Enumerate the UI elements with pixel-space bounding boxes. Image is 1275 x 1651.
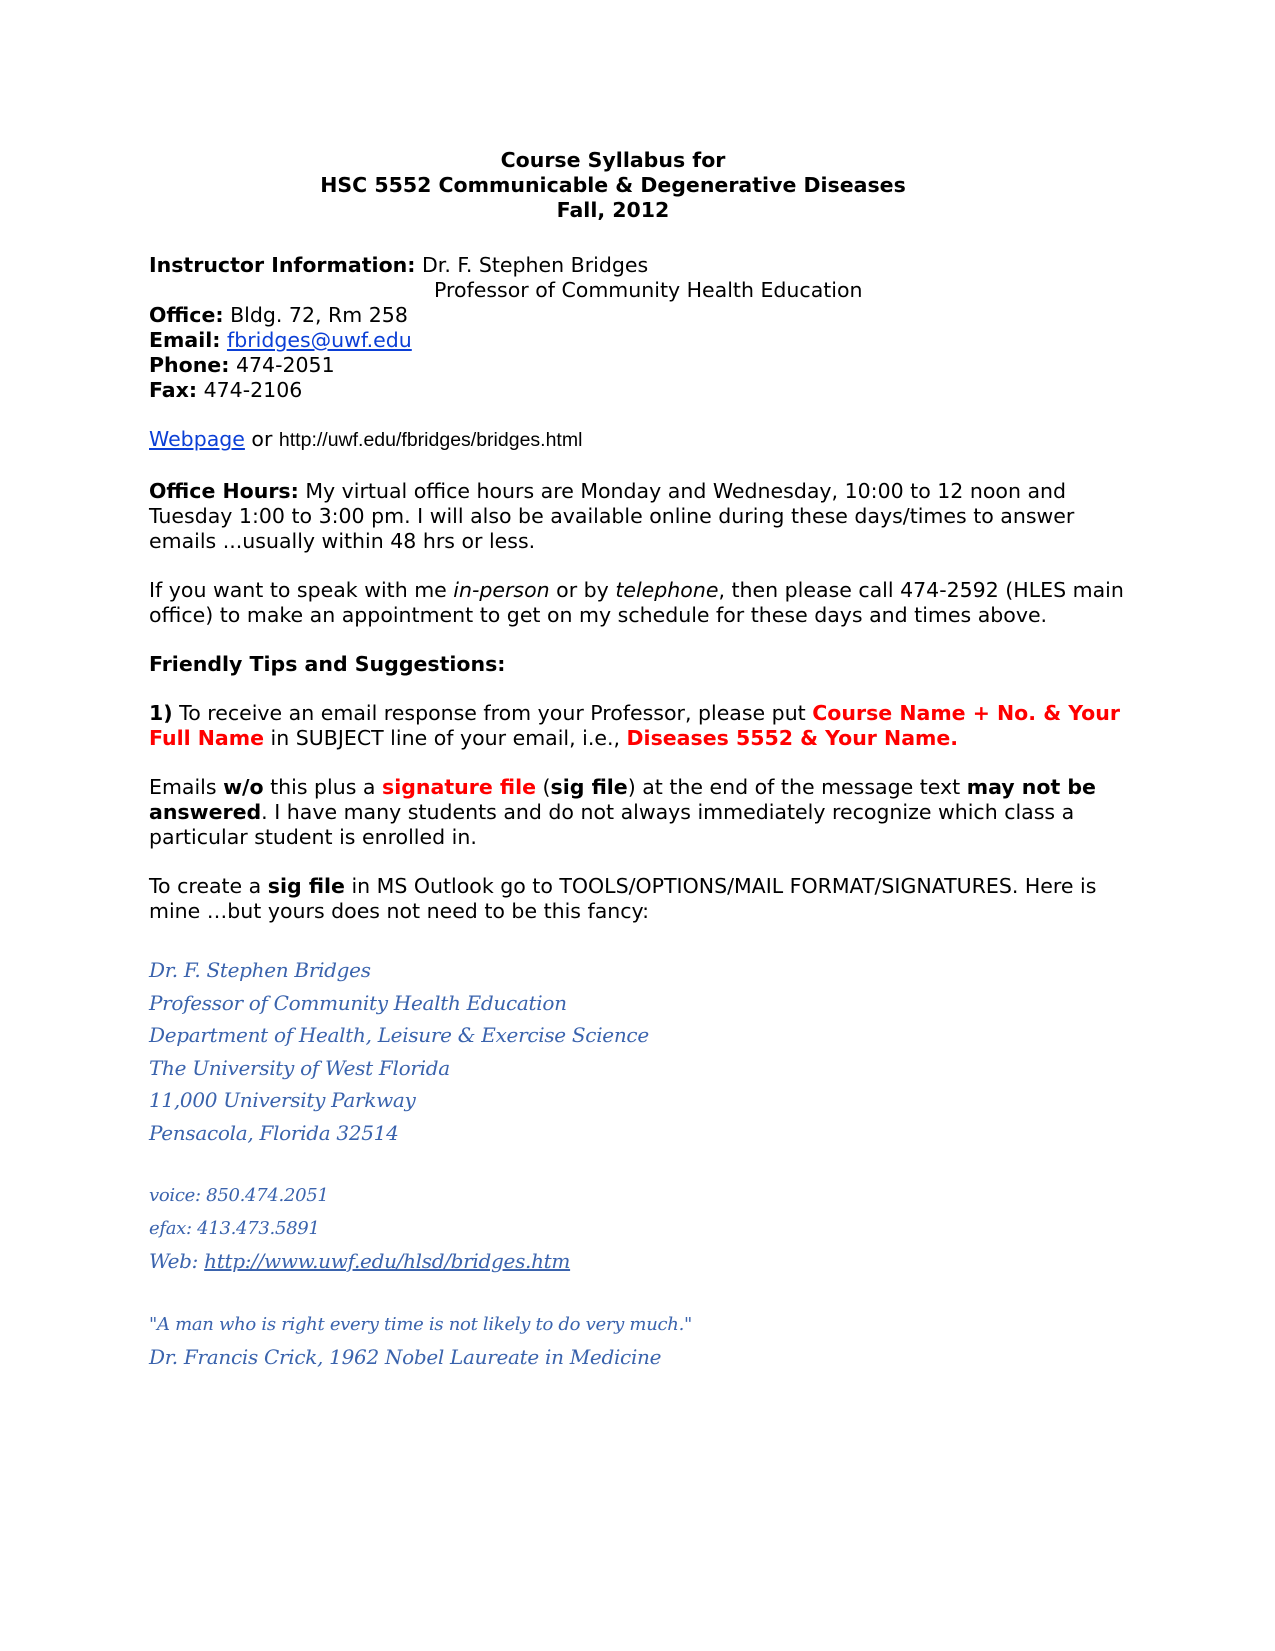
phone-label: Phone:: [149, 353, 230, 377]
inperson-text-3: , then please call 474-2592 (HLES main office) to make an appointment to get on my schedule for these days and times above.: [149, 578, 1124, 627]
tips-heading: Friendly Tips and Suggestions:: [149, 652, 506, 676]
signature-web-link[interactable]: http://www.uwf.edu/hlsd/bridges.htm: [204, 1249, 571, 1273]
emails-text-a: Emails: [149, 775, 224, 799]
instructor-name: Dr. F. Stephen Bridges: [421, 253, 649, 277]
signature-line: 11,000 University Parkway: [149, 1088, 416, 1112]
emails-bold-2: sig file: [550, 775, 628, 799]
create-sig-paragraph: [149, 874, 1139, 924]
email-label: Email:: [149, 328, 221, 352]
title-line-3: Fall, 2012: [556, 198, 670, 222]
emails-highlight: signature file: [382, 775, 537, 799]
signature-quote: "A man who is right every time is not likely to do very much.": [149, 1313, 692, 1335]
emails-text-c: (: [536, 775, 551, 799]
signature-line: The University of West Florida: [149, 1055, 450, 1080]
office-hours-label: Office Hours:: [149, 479, 299, 503]
webpage-url: http://uwf.edu/fbridges/bridges.html: [278, 429, 583, 451]
create-text-b: in MS Outlook go to TOOLS/OPTIONS/MAIL FORMAT/SIGNATURES. Here is mine …but yours does not need to be this fancy:: [149, 874, 1097, 923]
inperson-emphasis: in-person: [453, 578, 550, 602]
tip-1-number: 1): [149, 701, 173, 725]
office-hours-paragraph: [149, 479, 1139, 554]
telephone-emphasis: telephone: [615, 578, 719, 602]
webpage-line: [149, 427, 1139, 453]
webpage-or: or: [244, 427, 279, 451]
office-hours-text: My virtual office hours are Monday and Wednesday, 10:00 to 12 noon and Tuesday 1:00 to 3:00 pm. I will also be available online during these days/times to answer emails ...usually within 48 hrs or less.: [149, 479, 1075, 553]
syllabus-page: [149, 148, 1139, 1374]
fax-label: Fax:: [149, 378, 198, 402]
emails-paragraph: [149, 775, 1139, 850]
office-label: Office:: [149, 303, 224, 327]
instructor-section: [149, 253, 1139, 403]
fax-value: 474-2106: [203, 378, 303, 402]
emails-text-e: . I have many students and do not always immediately recognize which class a particular student is enrolled in.: [149, 800, 1075, 849]
emails-text-b: this plus a: [263, 775, 383, 799]
create-bold: sig file: [267, 874, 345, 898]
inperson-paragraph: [149, 578, 1139, 628]
emails-bold-3: may not be answered: [149, 775, 1096, 824]
tip-1-highlight-1: Course Name + No. & Your Full Name: [149, 701, 1120, 750]
instructor-label: Instructor Information:: [149, 253, 416, 277]
office-value: Bldg. 72, Rm 258: [230, 303, 408, 327]
signature-line: Pensacola, Florida 32514: [149, 1120, 399, 1145]
signature-line: Dr. F. Stephen Bridges: [149, 958, 371, 982]
title-line-2: HSC 5552 Communicable & Degenerative Diseases: [320, 173, 906, 197]
create-text-a: To create a: [149, 874, 268, 898]
phone-value: 474-2051: [235, 353, 335, 377]
tip-1-text-b: in SUBJECT line of your email, i.e.,: [264, 726, 627, 750]
emails-bold-1: w/o: [223, 775, 264, 799]
signature-voice: voice: 850.474.2051: [149, 1185, 329, 1206]
document-title: [149, 148, 1077, 223]
inperson-text-2: or by: [549, 578, 616, 602]
signature-web: [149, 1245, 1139, 1278]
tip-1-paragraph: [149, 701, 1139, 751]
instructor-title: Professor of Community Health Education: [434, 278, 863, 302]
signature-efax: efax: 413.473.5891: [149, 1217, 320, 1239]
signature-quote-author: Dr. Francis Crick, 1962 Nobel Laureate in Medicine: [149, 1345, 662, 1369]
tip-1-text-a: To receive an email response from your Professor, please put: [172, 701, 813, 725]
signature-block: [149, 954, 1139, 1374]
inperson-text-1: If you want to speak with me: [149, 578, 454, 602]
signature-line: Department of Health, Leisure & Exercise Science: [149, 1023, 649, 1047]
email-link[interactable]: fbridges@uwf.edu: [226, 328, 412, 352]
signature-line: Professor of Community Health Education: [149, 990, 567, 1015]
title-line-1: Course Syllabus for: [500, 148, 726, 172]
emails-text-d: ) at the end of the message text: [627, 775, 967, 799]
signature-web-label: Web:: [149, 1249, 205, 1273]
webpage-link[interactable]: Webpage: [149, 427, 245, 451]
tip-1-highlight-2: Diseases 5552 & Your Name.: [626, 726, 959, 750]
